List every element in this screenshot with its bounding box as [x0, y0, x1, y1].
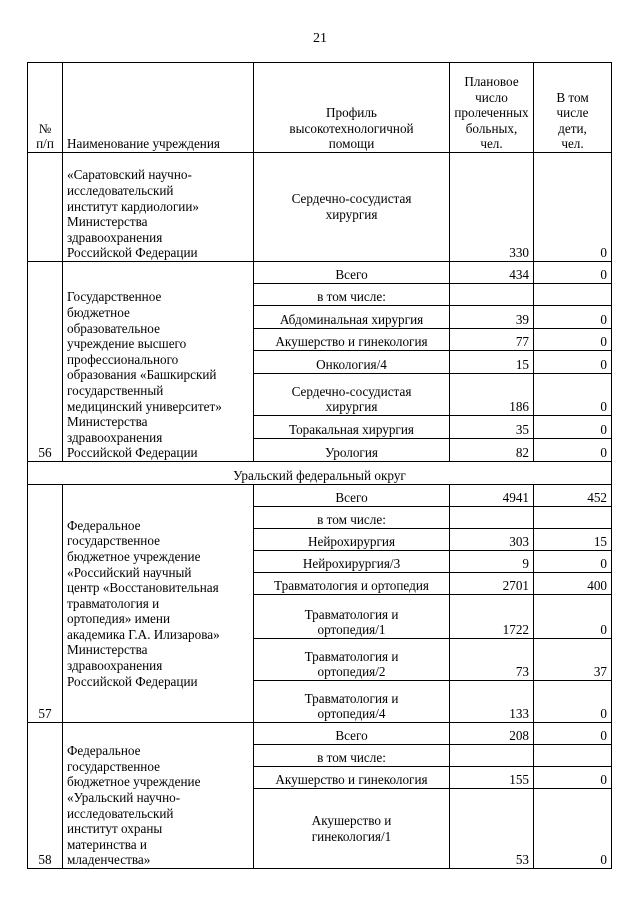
- planned-cell: 434: [450, 262, 534, 284]
- section-row: [28, 462, 612, 485]
- header-children: В том числе дети, чел.: [534, 63, 612, 153]
- profile-cell: в том числе:: [254, 745, 450, 767]
- profile-cell: Акушерство и гинекология/1: [254, 789, 450, 869]
- planned-cell: 15: [450, 351, 534, 374]
- children-cell: 0: [534, 374, 612, 416]
- table-row: [28, 153, 612, 262]
- profile-cell: Сердечно-сосудистая хирургия: [254, 374, 450, 416]
- planned-cell: 35: [450, 416, 534, 439]
- planned-cell: 186: [450, 374, 534, 416]
- row-number: 57: [28, 485, 63, 723]
- profile-cell: Торакальная хирургия: [254, 416, 450, 439]
- children-cell: 0: [534, 723, 612, 745]
- table-row: [28, 262, 612, 284]
- institution-name: «Саратовский научно- исследовательский институт кардиологии» Министерства здравоохранения Российской Федерации: [63, 153, 254, 262]
- planned-cell: [450, 507, 534, 529]
- children-cell: 37: [534, 639, 612, 681]
- planned-cell: 77: [450, 329, 534, 351]
- planned-cell: 155: [450, 767, 534, 789]
- institution-name: Федеральное государственное бюджетное учреждение «Уральский научно- исследовательский институт охраны материнства и младенчества»: [63, 723, 254, 869]
- header-planned: Плановое число пролеченных больных, чел.: [450, 63, 534, 153]
- page-number: 21: [313, 31, 327, 46]
- row-number: [28, 153, 63, 262]
- planned-cell: 1722: [450, 595, 534, 639]
- planned-cell: 9: [450, 551, 534, 573]
- row-number: 58: [28, 723, 63, 869]
- profile-cell: Урология: [254, 439, 450, 462]
- table-row: [28, 485, 612, 507]
- planned-cell: 73: [450, 639, 534, 681]
- profile-cell: Всего: [254, 485, 450, 507]
- children-cell: 0: [534, 416, 612, 439]
- profile-cell: Всего: [254, 262, 450, 284]
- planned-cell: 82: [450, 439, 534, 462]
- profile-cell: Всего: [254, 723, 450, 745]
- profile-cell: Онкология/4: [254, 351, 450, 374]
- planned-cell: [450, 745, 534, 767]
- planned-cell: 303: [450, 529, 534, 551]
- children-cell: 0: [534, 681, 612, 723]
- planned-cell: 53: [450, 789, 534, 869]
- header-num: № п/п: [28, 63, 63, 153]
- profile-cell: Абдоминальная хирургия: [254, 306, 450, 329]
- section-heading: Уральский федеральный округ: [28, 462, 612, 485]
- profile-cell: Травматология и ортопедия/1: [254, 595, 450, 639]
- profile-cell: Акушерство и гинекология: [254, 767, 450, 789]
- children-cell: 400: [534, 573, 612, 595]
- profile-cell: Акушерство и гинекология: [254, 329, 450, 351]
- profile-cell: в том числе:: [254, 507, 450, 529]
- children-cell: 15: [534, 529, 612, 551]
- children-cell: [534, 284, 612, 306]
- planned-cell: [450, 284, 534, 306]
- children-cell: [534, 745, 612, 767]
- children-cell: 0: [534, 329, 612, 351]
- institution-name: Федеральное государственное бюджетное учреждение «Российский научный центр «Восстановительная травматология и ортопедия» имени академика Г.А. Илизарова» Министерства здравоохранения Российской Федерации: [63, 485, 254, 723]
- children-cell: 452: [534, 485, 612, 507]
- profile-cell: Нейрохирургия/3: [254, 551, 450, 573]
- planned-cell: 133: [450, 681, 534, 723]
- planned-cell: 208: [450, 723, 534, 745]
- header-institution: Наименование учреждения: [63, 63, 254, 153]
- children-cell: 0: [534, 351, 612, 374]
- row-number: 56: [28, 262, 63, 462]
- children-cell: 0: [534, 551, 612, 573]
- children-cell: 0: [534, 306, 612, 329]
- profile-cell: Травматология и ортопедия/4: [254, 681, 450, 723]
- planned-cell: 4941: [450, 485, 534, 507]
- children-cell: 0: [534, 595, 612, 639]
- header-profile: Профиль высокотехнологичной помощи: [254, 63, 450, 153]
- children-cell: 0: [534, 789, 612, 869]
- children-cell: 0: [534, 439, 612, 462]
- profile-cell: Сердечно-сосудистая хирургия: [254, 153, 450, 262]
- children-cell: [534, 507, 612, 529]
- institution-name: Государственное бюджетное образовательное учреждение высшего профессионального образования «Башкирский государственный медицинский университет» Министерства здравоохранения Российской Федерации: [63, 262, 254, 462]
- children-cell: 0: [534, 153, 612, 262]
- profile-cell: Травматология и ортопедия/2: [254, 639, 450, 681]
- planned-cell: 330: [450, 153, 534, 262]
- profile-cell: Травматология и ортопедия: [254, 573, 450, 595]
- planned-cell: 2701: [450, 573, 534, 595]
- table-header-row: [28, 63, 612, 153]
- profile-cell: Нейрохирургия: [254, 529, 450, 551]
- planned-cell: 39: [450, 306, 534, 329]
- profile-cell: в том числе:: [254, 284, 450, 306]
- children-cell: 0: [534, 262, 612, 284]
- children-cell: 0: [534, 767, 612, 789]
- hospital-plan-table: [27, 62, 612, 869]
- table-row: [28, 723, 612, 745]
